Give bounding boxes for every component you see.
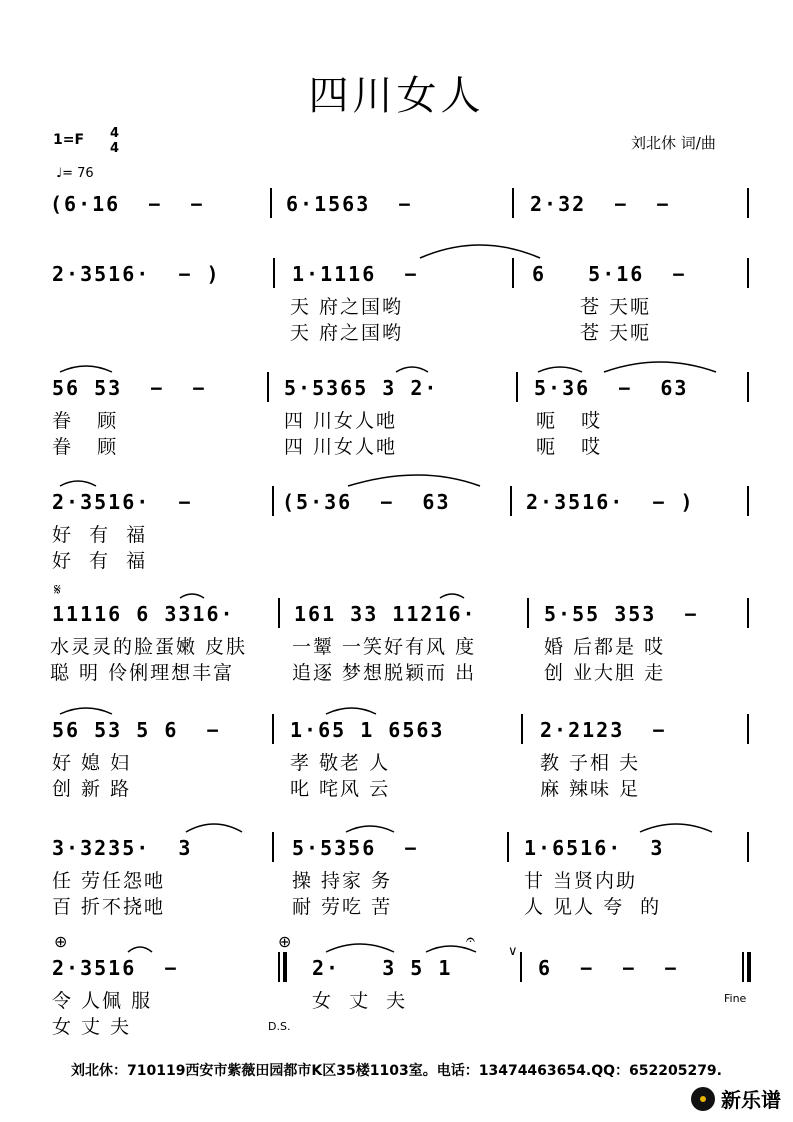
measure-notes: 56 53 − − xyxy=(52,376,207,400)
fine-marking: Fine xyxy=(724,992,747,1005)
measure-notes: 5·55 353 − xyxy=(544,602,699,626)
lyric-verse-1: 苍 天呃 xyxy=(580,296,652,318)
measure-notes: 2·3516· − ) xyxy=(526,490,695,514)
coda-icon: ⊕ xyxy=(278,932,292,951)
measure-notes: 2·3516· − xyxy=(52,490,193,514)
lyric-verse-2: 天 府之国哟 xyxy=(290,322,404,344)
measure-notes: 2·3516 − xyxy=(52,956,179,980)
segno-icon: 𝄋 xyxy=(54,580,61,599)
lyric-verse-1: 甘 当贤内助 xyxy=(524,870,638,892)
footer-contact: 刘北休：710119西安市紫薇田园都市K区35楼1103室。电话：13474463654.QQ：652205279. xyxy=(70,1063,722,1079)
measure-notes: 6 − − − xyxy=(538,956,679,980)
measure-notes: 161 33 11216· xyxy=(294,602,477,626)
lyric-verse-1: 水灵灵的脸蛋嫩 皮肤 xyxy=(50,636,248,658)
lyric-verse-1: 婚 后都是 哎 xyxy=(544,636,666,658)
lyric-verse-2: 女 丈 夫 xyxy=(52,1016,132,1038)
measure-notes: 5·5365 3 2· xyxy=(284,376,439,400)
measure-notes: 2·2123 − xyxy=(540,718,667,742)
lyric-verse-2: 耐 劳吃 苦 xyxy=(292,896,393,918)
measure-notes: 6 5·16 − xyxy=(532,262,687,286)
composer-credit: 刘北休 词/曲 xyxy=(631,134,716,152)
time-signature-top: 4 xyxy=(110,126,120,141)
breath-mark-icon: ∨ xyxy=(508,944,518,959)
lyric-verse-1: 操 持家 务 xyxy=(292,870,393,892)
lyric-verse-2: 叱 咤风 云 xyxy=(290,778,391,800)
tempo-marking: ♩= 76 xyxy=(56,166,94,181)
measure-notes: 1·6516· 3 xyxy=(524,836,665,860)
ds-marking: D.S. xyxy=(268,1020,291,1033)
lyric-verse-1: 一颦 一笑好有风 度 xyxy=(292,636,477,658)
measure-notes: 3·3235· 3 xyxy=(52,836,193,860)
lyric-verse-1: 任 劳任怨吔 xyxy=(52,870,166,892)
lyric-verse-2: 好 有 福 xyxy=(52,550,148,572)
measure-notes: 2·32 − − xyxy=(530,192,671,216)
lyric-verse-1: 孝 敬老 人 xyxy=(290,752,391,774)
time-signature-bottom: 4 xyxy=(110,141,120,156)
lyric-verse-1: 令 人佩 服 xyxy=(52,990,153,1012)
logo-text: 新乐谱 xyxy=(721,1088,781,1112)
measure-notes: 5·36 − 63 xyxy=(534,376,689,400)
measure-notes: 5·5356 − xyxy=(292,836,419,860)
lyric-verse-1: 好 媳 妇 xyxy=(52,752,132,774)
fermata-icon: 𝄐 xyxy=(466,930,475,949)
lyric-verse-2: 人 见人 夸 的 xyxy=(524,896,662,918)
lyric-verse-2: 呃 哎 xyxy=(536,436,603,458)
coda-icon: ⊕ xyxy=(54,932,68,951)
lyric-verse-2: 追逐 梦想脱颖而 出 xyxy=(292,662,477,684)
lyric-verse-1: 女 丈 夫 xyxy=(312,990,408,1012)
site-logo xyxy=(691,1084,781,1113)
song-title: 四川女人 xyxy=(308,73,485,119)
record-disc-icon xyxy=(691,1087,715,1111)
measure-notes: 2·3516· − ) xyxy=(52,262,221,286)
lyric-verse-2: 创 业大胆 走 xyxy=(544,662,666,684)
key-signature: 1=F xyxy=(53,132,85,148)
measure-notes: (5·36 − 63 xyxy=(282,490,451,514)
lyric-verse-2: 聪 明 伶俐理想丰富 xyxy=(50,662,235,684)
measure-notes: (6·16 − − xyxy=(50,192,205,216)
measure-notes: 2· 3 5 1 xyxy=(312,956,453,980)
lyric-verse-1: 好 有 福 xyxy=(52,524,148,546)
lyric-verse-1: 教 子相 夫 xyxy=(540,752,641,774)
measure-notes: 1·1116 − xyxy=(292,262,419,286)
lyric-verse-1: 眷 顾 xyxy=(52,410,119,432)
measure-notes: 6·1563 − xyxy=(286,192,413,216)
measure-notes: 1·65 1 6563 xyxy=(290,718,445,742)
lyric-verse-2: 麻 辣味 足 xyxy=(540,778,641,800)
lyric-verse-2: 眷 顾 xyxy=(52,436,119,458)
lyric-verse-1: 呃 哎 xyxy=(536,410,603,432)
lyric-verse-2: 百 折不挠吔 xyxy=(52,896,166,918)
measure-notes: 56 53 5 6 − xyxy=(52,718,221,742)
measure-notes: 11116 6 3316· xyxy=(52,602,235,626)
lyric-verse-1: 四 川女人吔 xyxy=(284,410,398,432)
lyric-verse-1: 天 府之国哟 xyxy=(290,296,404,318)
lyric-verse-2: 创 新 路 xyxy=(52,778,132,800)
lyric-verse-2: 苍 天呃 xyxy=(580,322,652,344)
lyric-verse-2: 四 川女人吔 xyxy=(284,436,398,458)
